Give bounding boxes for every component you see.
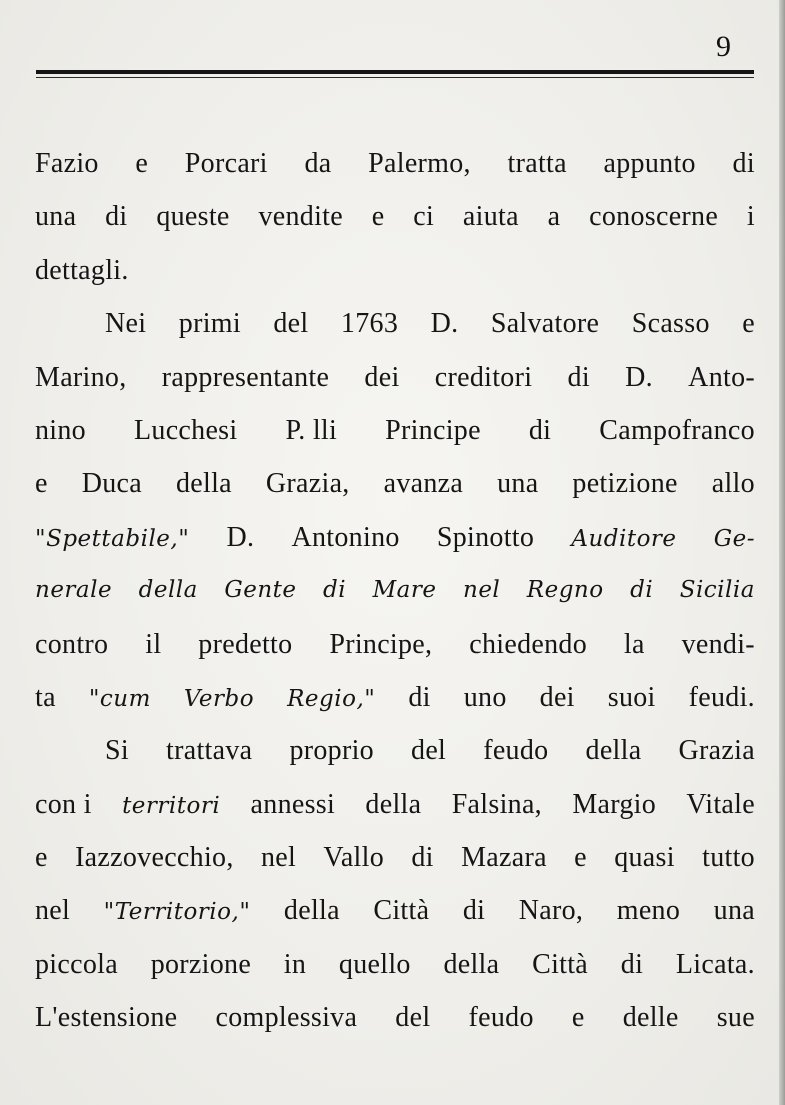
text-line — [35, 244, 755, 297]
word-italic: Regno — [526, 577, 604, 604]
word-italic: Sicilia — [679, 577, 755, 604]
word-italic: della — [138, 577, 198, 604]
word: Porcari — [184, 148, 268, 179]
word: Anto- — [688, 361, 755, 393]
word: sue — [716, 1002, 755, 1034]
word: e — [35, 468, 48, 500]
word: allo — [711, 468, 755, 500]
text-line — [35, 564, 755, 617]
word: piccola — [35, 948, 118, 980]
text-line — [35, 404, 755, 457]
text-line — [35, 457, 755, 510]
text-line — [35, 778, 755, 831]
word: da — [304, 148, 332, 179]
word: Principe, — [329, 628, 433, 660]
word: con i — [35, 788, 92, 820]
word: Vitale — [686, 788, 755, 820]
text-line — [35, 724, 755, 777]
word: Si — [105, 735, 129, 767]
word: appunto — [603, 148, 696, 179]
word-italic: Ge- — [713, 525, 755, 552]
word: predetto — [198, 628, 293, 660]
word-italic: "Territorio," — [103, 899, 251, 926]
word: tratta — [507, 148, 567, 179]
word-italic: Auditore — [571, 525, 677, 552]
word: creditori — [434, 361, 533, 393]
word: Naro, — [518, 895, 584, 927]
word: dei — [539, 681, 575, 713]
word: di — [411, 842, 434, 874]
word: delle — [622, 1002, 679, 1034]
word: contro — [35, 628, 109, 660]
word: feudi. — [688, 681, 755, 713]
text-line — [35, 351, 755, 404]
word-italic: di — [630, 577, 654, 604]
word: della — [585, 735, 642, 767]
word: della — [443, 948, 500, 980]
word-italic: di — [323, 577, 347, 604]
word: e — [371, 201, 385, 233]
word: nino — [35, 414, 86, 446]
word: complessiva — [215, 1002, 358, 1034]
text-line — [35, 618, 755, 671]
text-line — [35, 511, 755, 564]
word-italic: "cum — [88, 685, 151, 712]
word: la — [623, 628, 645, 660]
text-line — [35, 190, 755, 243]
word: della — [175, 468, 232, 500]
word: Margio — [572, 788, 657, 820]
word: una — [35, 201, 77, 233]
word: Salvatore — [490, 308, 600, 340]
word: nel — [260, 842, 297, 874]
word: di — [528, 414, 552, 446]
word: uno — [463, 681, 507, 713]
word: ci — [413, 201, 435, 233]
word: meno — [616, 895, 681, 927]
word: dei — [364, 361, 400, 393]
word: e — [35, 842, 48, 874]
word: vendite — [258, 201, 343, 233]
word: primi — [178, 308, 241, 340]
word-italic: territori — [122, 792, 221, 819]
word: una — [497, 468, 539, 500]
word: proprio — [289, 735, 374, 767]
word: Iazzovecchio, — [75, 842, 234, 874]
word: tutto — [702, 842, 755, 874]
word: Grazia, — [265, 468, 350, 500]
word: della — [283, 895, 340, 927]
word: una — [713, 895, 755, 927]
word: Spinotto — [436, 521, 535, 553]
word: 1763 — [340, 308, 399, 340]
word: Campofranco — [599, 414, 755, 446]
word: Città — [532, 948, 589, 980]
word: D. — [625, 361, 653, 393]
word: del — [411, 735, 447, 767]
word: Nei — [105, 308, 147, 340]
word-italic: "Spettabile," — [35, 525, 190, 552]
page-edge-shadow — [779, 0, 785, 1105]
text-line — [35, 137, 755, 190]
word-italic: Gente — [224, 577, 297, 604]
word: trattava — [166, 735, 253, 767]
word: Duca — [81, 468, 142, 500]
word: avanza — [383, 468, 464, 500]
word-italic: Mare — [372, 577, 437, 604]
word: del — [273, 308, 309, 340]
word: della — [365, 788, 422, 820]
word: di — [462, 895, 486, 927]
word: Antonino — [291, 521, 400, 553]
word-italic: nerale — [35, 577, 113, 604]
word: petizione — [572, 468, 678, 500]
word: Palermo, — [368, 148, 471, 179]
word: Città — [373, 895, 430, 927]
word: annessi — [250, 788, 336, 820]
word: Fazio — [35, 148, 99, 179]
word: conoscerne — [589, 201, 719, 233]
word: e — [742, 308, 755, 340]
word: D. — [430, 308, 459, 340]
page-number: 9 — [716, 30, 731, 63]
word: feudo — [483, 735, 549, 767]
word: D. — [226, 521, 255, 553]
word: P. lli — [285, 414, 338, 446]
word: del — [395, 1002, 431, 1034]
header-rule-thin — [36, 77, 754, 78]
word: rappresentante — [161, 361, 330, 393]
word: di — [408, 681, 431, 713]
word: a — [547, 201, 561, 233]
word: il — [145, 628, 162, 660]
word: chiedendo — [469, 628, 587, 660]
word: Falsina, — [451, 788, 542, 820]
word: i — [746, 201, 755, 233]
word: e — [135, 148, 149, 179]
word: L'estensione — [35, 1002, 178, 1034]
text-line — [35, 991, 755, 1044]
word: Licata. — [675, 948, 755, 980]
word: in — [283, 948, 307, 980]
word: Grazia — [678, 735, 755, 767]
word: Mazara — [461, 842, 547, 874]
text-line — [35, 297, 755, 350]
word: suoi — [607, 681, 656, 713]
word: aiuta — [462, 201, 519, 233]
word: Marino, — [35, 361, 127, 393]
word: porzione — [150, 948, 252, 980]
word: di — [105, 201, 128, 233]
word: dettagli. — [35, 254, 129, 286]
word: quasi — [614, 842, 675, 874]
word: Principe — [385, 414, 481, 446]
body-text — [35, 137, 755, 1045]
word: e — [571, 1002, 585, 1034]
text-line — [35, 831, 755, 884]
word: Scasso — [631, 308, 710, 340]
word: vendi- — [681, 628, 755, 660]
header-rule-thick — [36, 70, 754, 74]
word: e — [574, 842, 587, 874]
word: feudo — [468, 1002, 534, 1034]
text-line — [35, 884, 755, 937]
word: di — [732, 148, 755, 179]
word-italic: Verbo — [183, 685, 255, 712]
text-line — [35, 938, 755, 991]
word: di — [567, 361, 590, 393]
text-line — [35, 671, 755, 724]
word: ta — [35, 681, 56, 713]
word-italic: Regio," — [287, 685, 376, 712]
word-italic: nel — [463, 577, 501, 604]
word: di — [620, 948, 644, 980]
word: queste — [156, 201, 230, 233]
word: Vallo — [323, 842, 385, 874]
word: quello — [338, 948, 411, 980]
word: Lucchesi — [134, 414, 238, 446]
word: nel — [35, 895, 71, 927]
